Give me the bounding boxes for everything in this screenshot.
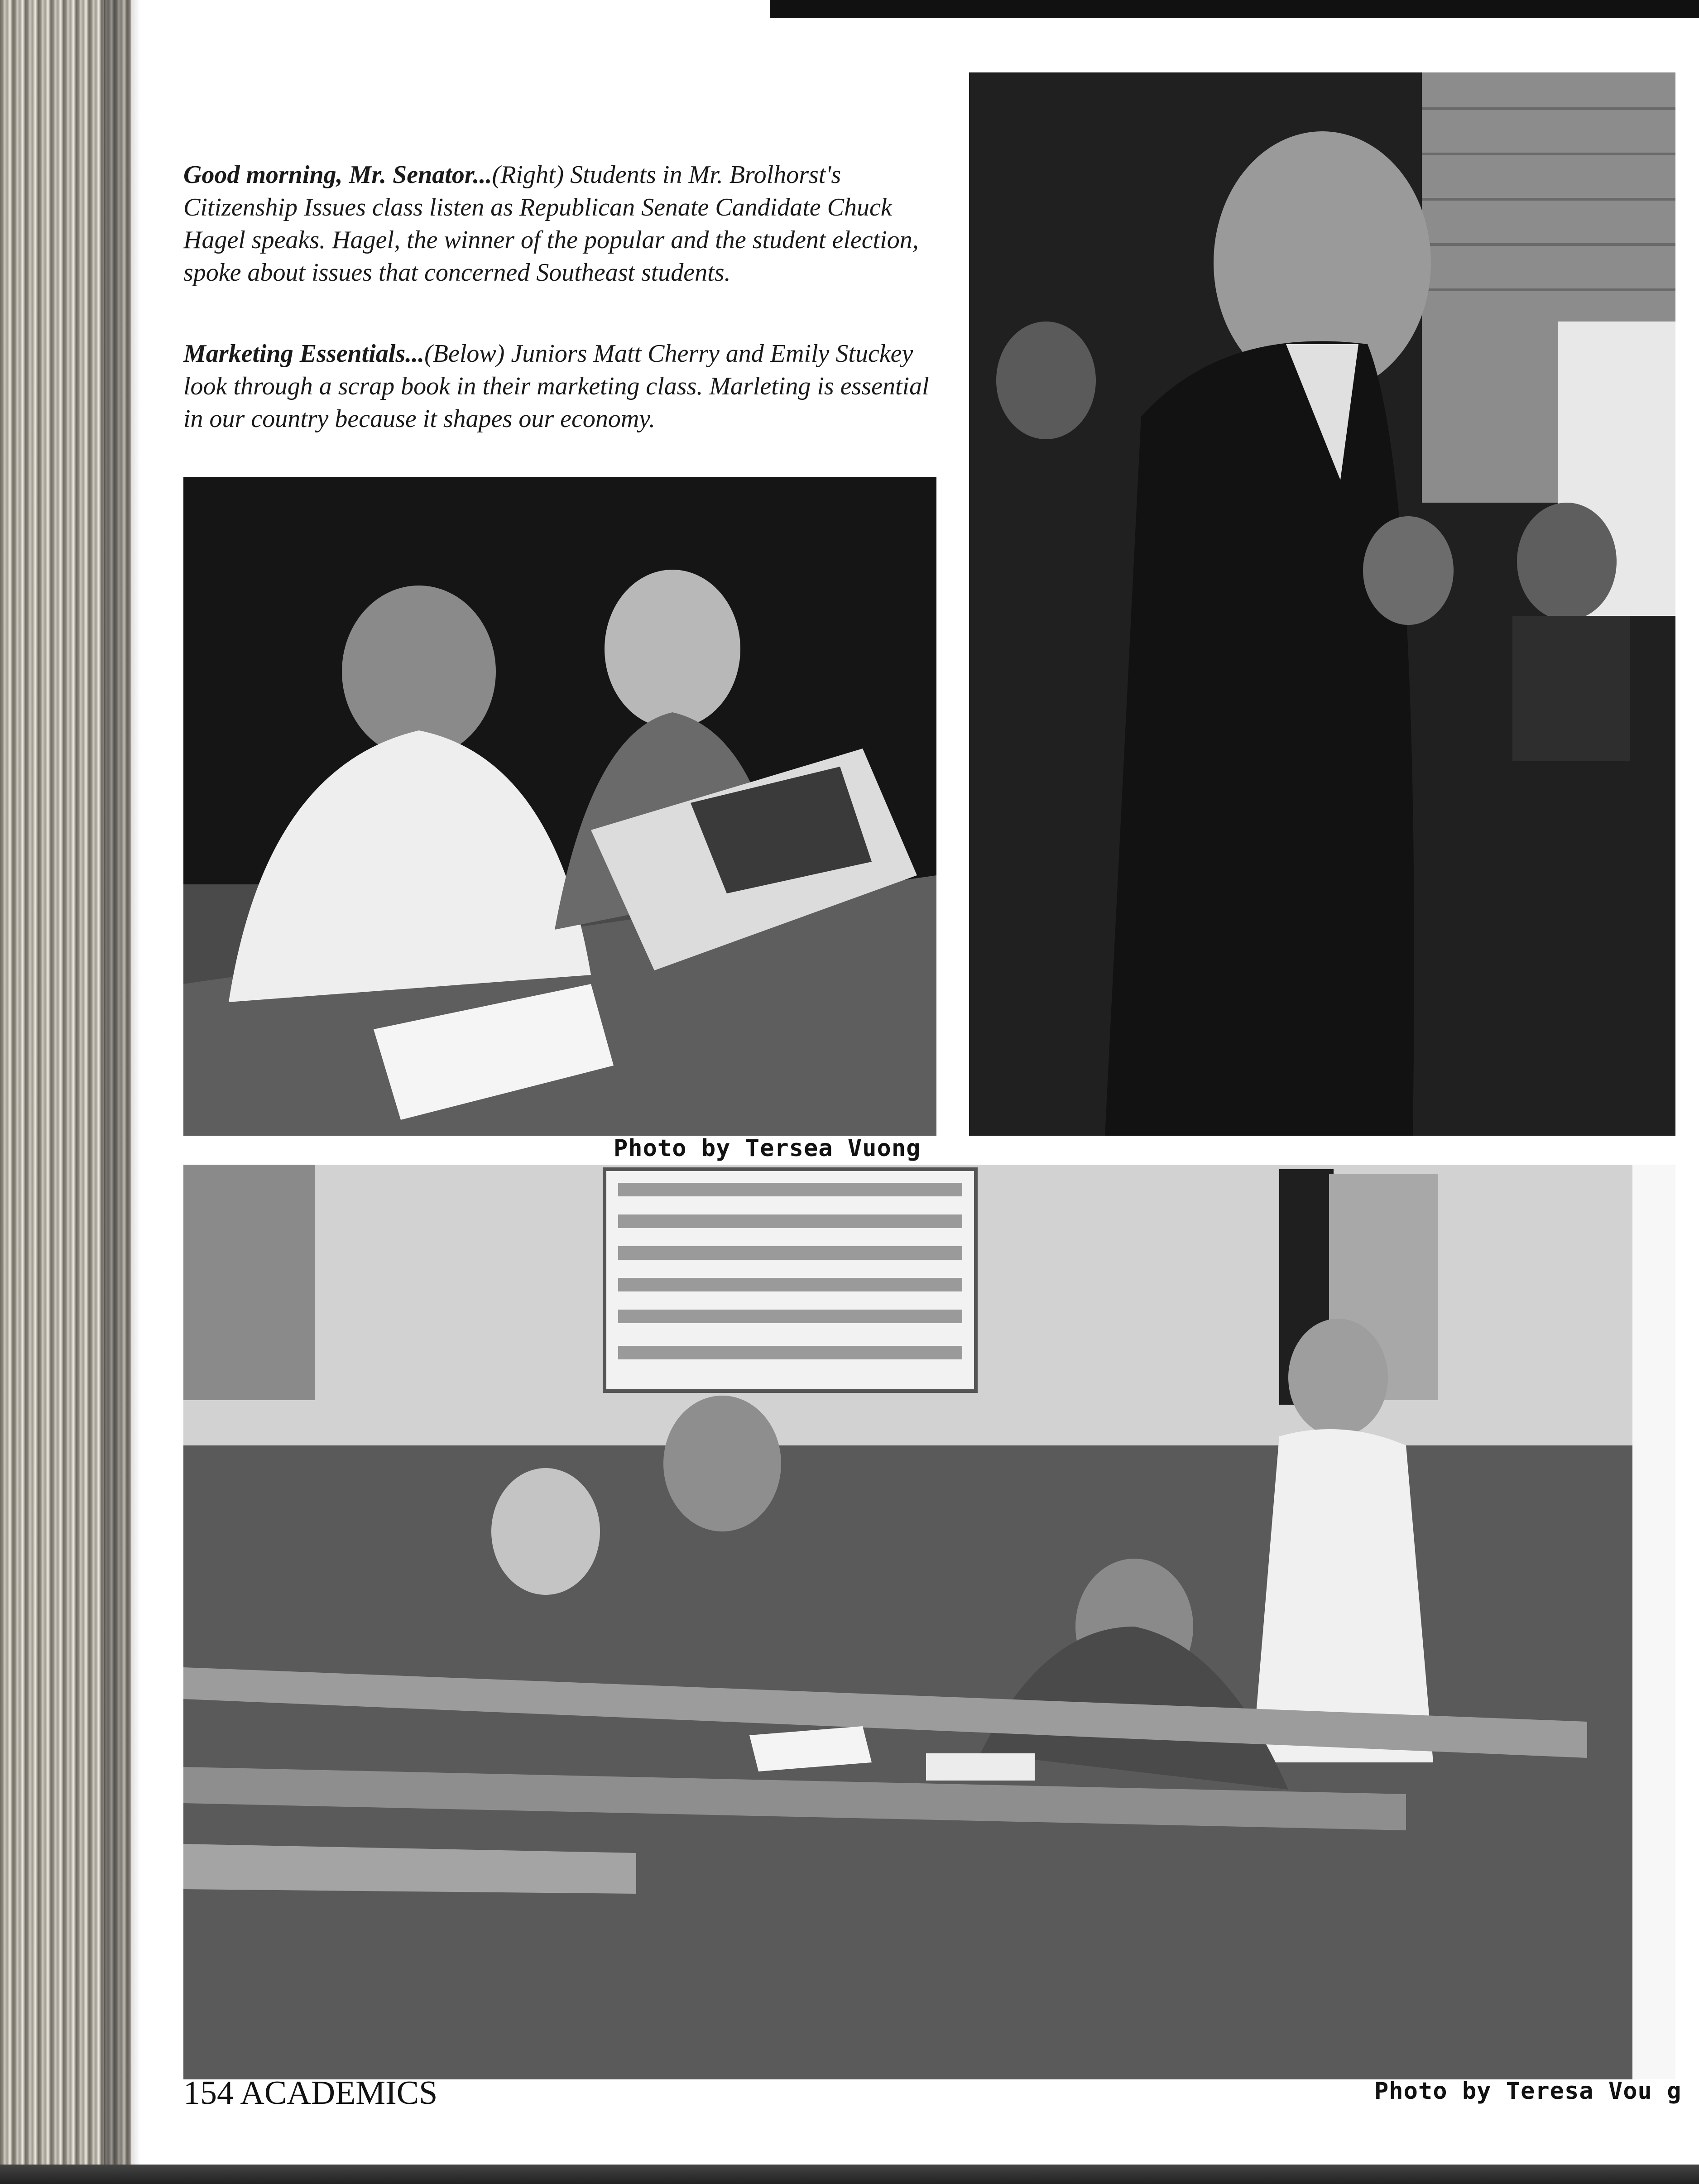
caption-senator-lead: Good morning, Mr. Senator... [183,161,492,189]
bottom-edge [0,2165,1699,2184]
spine-shadow [104,0,140,2184]
photo-senator-illustration [969,72,1675,1136]
caption-marketing [183,337,944,435]
page-folio: 154 ACADEMICS [183,2074,438,2112]
photo-marketing-class [183,477,936,1136]
photo-chemistry-classroom [183,1165,1675,2079]
photo-credit-marketing: Photo by Tersea Vuong [614,1135,921,1162]
caption-marketing-body: (Below) Juniors Matt Cherry and Emily Stuckey look through a scrap book in their marketing class. Marleting is essential in our country because it shapes our economy. [183,340,929,433]
photo-marketing-illustration [183,477,936,1136]
caption-marketing-lead: Marketing Essentials... [183,340,425,368]
caption-senator-body: (Right) Students in Mr. Brolhorst's Citizenship Issues class listen as Republican Senate Candidate Chuck Hagel speaks. Hagel, the winner of the popular and the student election, spoke about issues that concerned Southeast students. [183,161,919,287]
photo-senator-visit [969,72,1675,1136]
photo-classroom-illustration [183,1165,1675,2079]
photo-credit-classroom: Photo by Teresa Vou g [1374,2078,1682,2105]
top-edge [770,0,1699,18]
caption-senator [183,158,944,289]
